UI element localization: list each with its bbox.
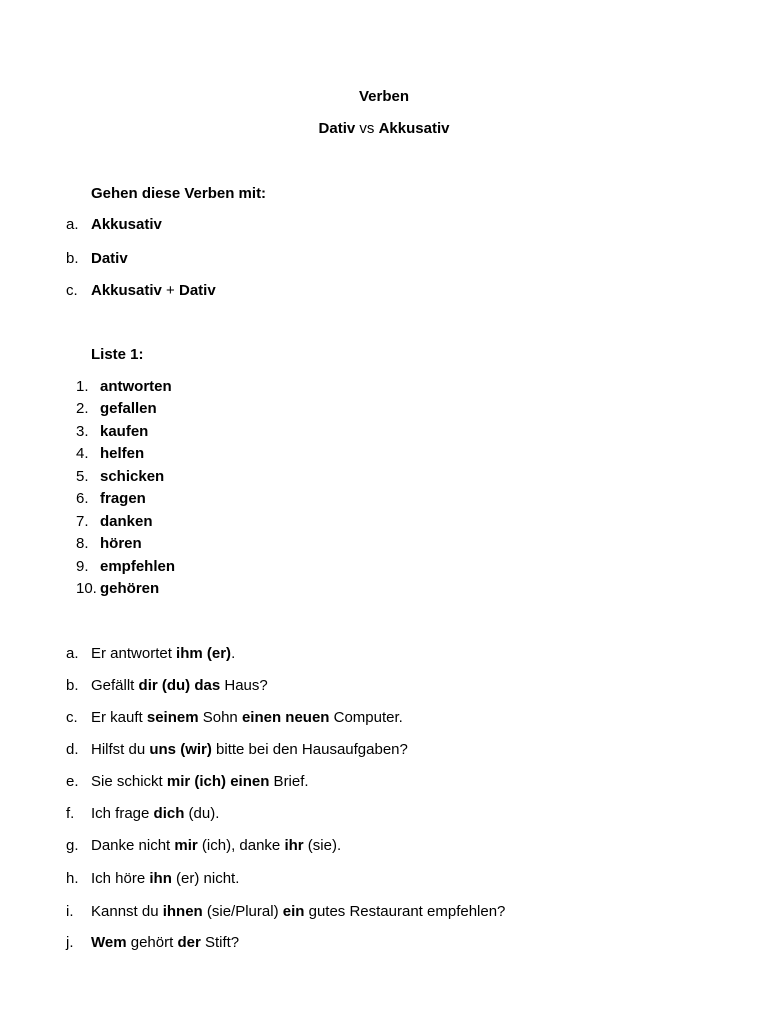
question-heading: Gehen diese Verben mit: xyxy=(91,185,267,202)
verb-number: 1. xyxy=(76,378,89,395)
sentence-bold-fragment: uns (wir) xyxy=(149,741,212,758)
sentence-fragment: Stift? xyxy=(200,934,240,951)
sentence-marker: j. xyxy=(66,934,74,951)
verb-number: 8. xyxy=(76,535,89,552)
verb-number: 3. xyxy=(76,423,89,440)
sentence-fragment: Brief. xyxy=(269,773,309,790)
sentence-marker: d. xyxy=(66,741,79,758)
sentence-bold-fragment: ein xyxy=(282,903,305,920)
sentence-text xyxy=(91,645,235,662)
sentence-marker: g. xyxy=(66,837,79,854)
sentence-fragment: Er antwortet xyxy=(91,645,177,662)
subtitle-vs: vs xyxy=(359,120,375,137)
sentence-fragment: Sie schickt xyxy=(91,773,167,790)
verb-text: danken xyxy=(100,513,153,530)
sentence-bold-fragment: einen neuen xyxy=(241,709,330,726)
sentence-text xyxy=(91,837,341,854)
sentence-fragment: Gefällt xyxy=(91,677,139,694)
verb-text: gefallen xyxy=(100,400,157,417)
sentence-bold-fragment: ihnen xyxy=(162,903,203,920)
sentence-fragment: Kannst du xyxy=(91,903,163,920)
sentence-fragment: gehört xyxy=(126,934,178,951)
sentence-fragment: (sie/Plural) xyxy=(202,903,283,920)
sentence-text xyxy=(91,805,219,822)
option-marker: b. xyxy=(66,250,79,267)
sentence-bold-fragment: Wem xyxy=(91,934,127,951)
sentence-text xyxy=(91,870,239,887)
verb-text: gehören xyxy=(100,580,160,597)
sentence-fragment: . xyxy=(231,645,236,662)
sentence-fragment: (du). xyxy=(184,805,220,822)
verb-number: 7. xyxy=(76,513,89,530)
sentence-fragment: Ich frage xyxy=(91,805,154,822)
option-marker: a. xyxy=(66,216,79,233)
verb-text: empfehlen xyxy=(100,558,176,575)
verb-number: 5. xyxy=(76,468,89,485)
sentence-marker: i. xyxy=(66,903,74,920)
sentence-marker: h. xyxy=(66,870,79,887)
option-bold-fragment: Dativ xyxy=(178,282,216,299)
verb-number: 4. xyxy=(76,445,89,462)
sentence-fragment: Hilfst du xyxy=(91,741,150,758)
option-marker: c. xyxy=(66,282,78,299)
sentence-marker: e. xyxy=(66,773,79,790)
verb-text: antworten xyxy=(100,378,172,395)
verb-text: fragen xyxy=(100,490,146,507)
verb-text: helfen xyxy=(100,445,145,462)
sentence-bold-fragment: ihm (er) xyxy=(176,645,232,662)
sentence-fragment: Sohn xyxy=(198,709,242,726)
verb-number: 2. xyxy=(76,400,89,417)
sentence-fragment: gutes Restaurant empfehlen? xyxy=(304,903,506,920)
sentence-text xyxy=(91,677,268,694)
sentence-bold-fragment: ihn xyxy=(149,870,172,887)
sentence-bold-fragment: mir (ich) einen xyxy=(166,773,270,790)
sentence-marker: b. xyxy=(66,677,79,694)
sentence-fragment: Er kauft xyxy=(91,709,147,726)
sentence-marker: a. xyxy=(66,645,79,662)
sentence-text xyxy=(91,741,408,758)
sentence-bold-fragment: ihr xyxy=(284,837,304,854)
subtitle-dativ: Dativ xyxy=(318,120,356,137)
sentence-fragment: bitte bei den Hausaufgaben? xyxy=(211,741,408,758)
sentence-bold-fragment: dich xyxy=(153,805,185,822)
verb-number: 10. xyxy=(76,580,97,597)
option-text xyxy=(91,282,216,299)
sentence-bold-fragment: der xyxy=(177,934,201,951)
page-subtitle xyxy=(0,120,768,137)
sentence-bold-fragment: dir (du) das xyxy=(138,677,221,694)
sentence-text xyxy=(91,773,309,790)
option-fragment: + xyxy=(161,282,179,299)
sentence-text xyxy=(91,903,505,920)
verb-number: 9. xyxy=(76,558,89,575)
sentence-fragment: Haus? xyxy=(220,677,268,694)
verb-number: 6. xyxy=(76,490,89,507)
sentence-fragment: (ich), danke xyxy=(197,837,285,854)
sentence-fragment: (er) nicht. xyxy=(171,870,240,887)
sentence-fragment: Ich höre xyxy=(91,870,150,887)
list-heading: Liste 1: xyxy=(91,346,144,363)
sentence-text xyxy=(91,709,403,726)
option-text xyxy=(91,216,162,233)
option-bold-fragment: Dativ xyxy=(91,250,128,267)
sentence-marker: f. xyxy=(66,805,75,822)
verb-text: kaufen xyxy=(100,423,149,440)
page-title: Verben xyxy=(358,88,410,105)
verb-text: hören xyxy=(100,535,142,552)
sentence-fragment: Danke nicht xyxy=(91,837,175,854)
sentence-bold-fragment: seinem xyxy=(146,709,199,726)
option-bold-fragment: Akkusativ xyxy=(91,216,162,233)
sentence-fragment: (sie). xyxy=(303,837,342,854)
option-bold-fragment: Akkusativ xyxy=(91,282,162,299)
option-text xyxy=(91,250,128,267)
sentence-marker: c. xyxy=(66,709,78,726)
subtitle-akkusativ: Akkusativ xyxy=(378,120,450,137)
sentence-fragment: Computer. xyxy=(329,709,403,726)
sentence-bold-fragment: mir xyxy=(174,837,198,854)
verb-text: schicken xyxy=(100,468,165,485)
sentence-text xyxy=(91,934,239,951)
